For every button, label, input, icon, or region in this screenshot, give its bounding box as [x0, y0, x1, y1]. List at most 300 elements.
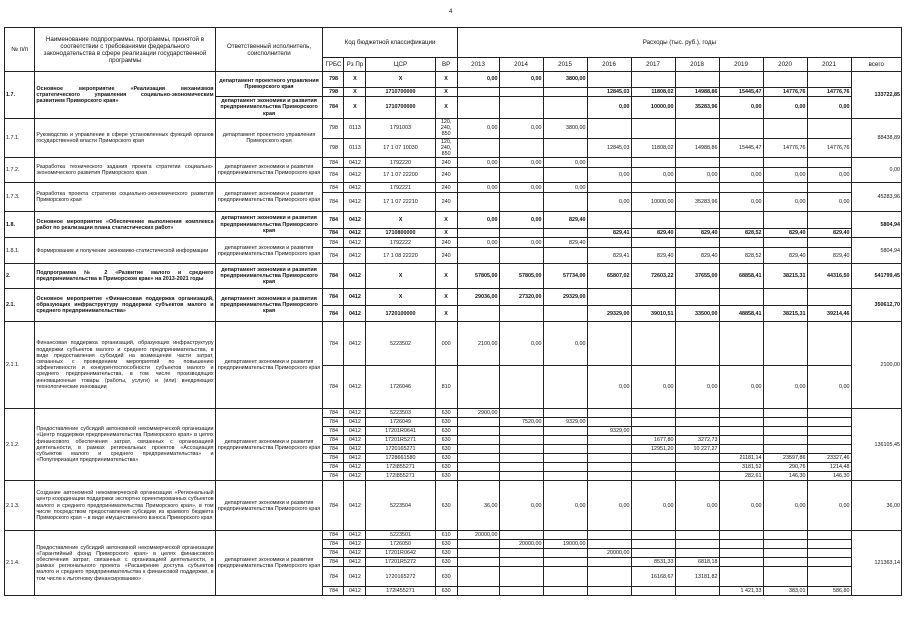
cell-rzpr: 0113 — [344, 119, 366, 139]
cell-year-2015 — [543, 248, 587, 264]
cell-vr: 630 — [435, 481, 457, 531]
cell-year-2013 — [457, 454, 499, 463]
cell-year-2019: 3181,52 — [719, 463, 763, 472]
row-executor: департамент экономики и развития предпринимательства Приморского края — [215, 322, 323, 409]
cell-year-2017: 0,00 — [631, 366, 675, 409]
cell-grbs: 784 — [323, 322, 344, 366]
cell-year-2014: 0,00 — [499, 481, 543, 531]
cell-year-2016 — [587, 72, 631, 88]
cell-year-2014: 27320,00 — [499, 289, 543, 306]
header-year: 2013 — [457, 58, 499, 72]
cell-csr: 172I455271 — [366, 587, 435, 596]
cell-csr: 172I855271 — [366, 463, 435, 472]
cell-vr: 240 — [435, 248, 457, 264]
cell-year-2021 — [807, 445, 851, 454]
cell-year-2020: 383,01 — [763, 587, 807, 596]
cell-year-2018 — [675, 454, 719, 463]
cell-rzpr: 0412 — [344, 436, 366, 445]
cell-year-2016 — [587, 418, 631, 427]
cell-year-2019: 0,00 — [719, 97, 763, 119]
cell-year-2014 — [499, 587, 543, 596]
cell-year-2021: 0,00 — [807, 193, 851, 212]
cell-vr: 240 — [435, 168, 457, 183]
cell-year-2019 — [719, 427, 763, 436]
cell-year-2018 — [675, 158, 719, 168]
cell-year-2014 — [499, 366, 543, 409]
cell-csr: 1710800000 — [366, 229, 435, 238]
row-name: Основное мероприятие «Финансовая поддержка организаций, образующих инфраструктуру поддержки субъектов малого и среднего предпринимательства» — [35, 289, 215, 322]
cell-year-2019: 68858,41 — [719, 264, 763, 289]
cell-year-2015 — [543, 168, 587, 183]
cell-csr: 1720100000 — [366, 306, 435, 322]
cell-grbs: 784 — [323, 158, 344, 168]
table-row — [5, 322, 902, 366]
cell-year-2017 — [631, 454, 675, 463]
row-number: 1.8. — [5, 212, 35, 238]
cell-grbs: 784 — [323, 427, 344, 436]
row-number: 1.7.2. — [5, 158, 35, 183]
cell-year-2021 — [807, 212, 851, 229]
cell-year-2021: 0,00 — [807, 168, 851, 183]
cell-year-2019: 15445,47 — [719, 138, 763, 158]
cell-year-2020 — [763, 445, 807, 454]
cell-rzpr: 0412 — [344, 445, 366, 454]
cell-year-2017: 72603,22 — [631, 264, 675, 289]
cell-csr: 1792222 — [366, 238, 435, 248]
cell-year-2021 — [807, 409, 851, 418]
cell-year-2017 — [631, 289, 675, 306]
cell-year-2018 — [675, 72, 719, 88]
cell-year-2015 — [543, 193, 587, 212]
cell-year-2014: 0,00 — [499, 322, 543, 366]
cell-year-2016 — [587, 289, 631, 306]
cell-year-2017 — [631, 322, 675, 366]
cell-year-2020 — [763, 531, 807, 540]
cell-year-2014 — [499, 463, 543, 472]
cell-rzpr: 0412 — [344, 549, 366, 558]
cell-vr: X — [435, 88, 457, 97]
cell-year-2020: 146,30 — [763, 472, 807, 481]
cell-year-2015 — [543, 436, 587, 445]
cell-vr: 630 — [435, 549, 457, 558]
cell-year-2021: 44316,50 — [807, 264, 851, 289]
cell-grbs: 784 — [323, 238, 344, 248]
cell-year-2019 — [719, 531, 763, 540]
cell-year-2019 — [719, 409, 763, 418]
cell-grbs: 784 — [323, 306, 344, 322]
cell-year-2017 — [631, 212, 675, 229]
cell-year-2018: 829,40 — [675, 229, 719, 238]
cell-year-2021 — [807, 238, 851, 248]
cell-year-2015 — [543, 567, 587, 587]
cell-year-2014: 0,00 — [499, 119, 543, 139]
cell-year-2013 — [457, 229, 499, 238]
cell-grbs: 784 — [323, 558, 344, 567]
cell-year-2021: 14776,76 — [807, 138, 851, 158]
cell-year-2014 — [499, 454, 543, 463]
cell-vr: X — [435, 97, 457, 119]
row-number: 2.1.4. — [5, 531, 35, 596]
row-executor: департамент экономики и развития предпринимательства Приморского края — [215, 409, 323, 481]
cell-year-2018: 37655,00 — [675, 264, 719, 289]
cell-vr: 240 — [435, 158, 457, 168]
cell-year-2015: 829,40 — [543, 212, 587, 229]
cell-year-2013 — [457, 418, 499, 427]
cell-rzpr: 0412 — [344, 229, 366, 238]
row-name: Разработка проекта стратегии социально-экономического развития Приморского края — [35, 183, 215, 212]
cell-year-2013: 57805,00 — [457, 264, 499, 289]
cell-year-2013 — [457, 549, 499, 558]
row-name: Предоставление субсидий автономной некоммерческой организации «Гарантийный фонд Приморского края» в целях финансового обеспечения затрат, связанных с организацией деятельности, в рамках регионального проекта «Расширение доступа субъектов малого и среднего предпринимательства к финансовой поддержке, в том числе к льготному финансированию» — [35, 531, 215, 596]
cell-vr: 630 — [435, 567, 457, 587]
cell-year-2018 — [675, 409, 719, 418]
cell-csr: 5223501 — [366, 531, 435, 540]
cell-year-2013: 36,00 — [457, 481, 499, 531]
cell-year-2018 — [675, 238, 719, 248]
cell-year-2018 — [675, 472, 719, 481]
cell-year-2017 — [631, 238, 675, 248]
cell-grbs: 784 — [323, 97, 344, 119]
cell-vr: 810 — [435, 366, 457, 409]
cell-year-2016: 65807,02 — [587, 264, 631, 289]
cell-year-2020 — [763, 540, 807, 549]
cell-csr: 17 1 07 22200 — [366, 168, 435, 183]
cell-year-2017 — [631, 72, 675, 88]
header-year: 2017 — [631, 58, 675, 72]
row-name: Формирование и получение экономико-статистической информации — [35, 238, 215, 264]
row-number: 2.1. — [5, 289, 35, 322]
cell-rzpr: X — [344, 72, 366, 88]
cell-year-2013 — [457, 306, 499, 322]
cell-year-2015: 0,00 — [543, 322, 587, 366]
cell-year-2019 — [719, 238, 763, 248]
cell-year-2016 — [587, 540, 631, 549]
cell-year-2016 — [587, 463, 631, 472]
cell-year-2019 — [719, 558, 763, 567]
cell-year-2014 — [499, 409, 543, 418]
cell-csr: 5223504 — [366, 481, 435, 531]
cell-year-2015 — [543, 445, 587, 454]
cell-rzpr: 0412 — [344, 454, 366, 463]
cell-year-2017: 829,40 — [631, 248, 675, 264]
cell-year-2020 — [763, 436, 807, 445]
header-year: 2016 — [587, 58, 631, 72]
cell-vr: 630 — [435, 427, 457, 436]
cell-year-2021 — [807, 418, 851, 427]
cell-rzpr: 0412 — [344, 306, 366, 322]
cell-year-2013 — [457, 88, 499, 97]
cell-rzpr: 0412 — [344, 587, 366, 596]
cell-year-2016: 0,00 — [587, 366, 631, 409]
cell-year-2016 — [587, 531, 631, 540]
cell-csr: 1710700000 — [366, 88, 435, 97]
cell-year-2016 — [587, 587, 631, 596]
cell-year-2019 — [719, 445, 763, 454]
cell-year-2020: 38215,31 — [763, 306, 807, 322]
cell-rzpr: 0412 — [344, 567, 366, 587]
row-name: Основное мероприятие «Обеспечение выполнения комплекса работ по реализации плана статистических работ» — [35, 212, 215, 238]
cell-grbs: 784 — [323, 540, 344, 549]
cell-csr: 1710700000 — [366, 97, 435, 119]
cell-year-2018 — [675, 322, 719, 366]
cell-year-2017 — [631, 531, 675, 540]
cell-year-2013 — [457, 445, 499, 454]
cell-vr: 610 — [435, 531, 457, 540]
row-name: Создание автономной некоммерческой организации «Региональный центр координации поддержки экспортно ориентированных субъектов малого и среднего предпринимательства Приморского края», в том числе посредством предоставления субсидии из краевого бюджета Приморского края – в виде имущественного взноса Приморского края — [35, 481, 215, 531]
cell-year-2016: 12845,03 — [587, 138, 631, 158]
cell-year-2014 — [499, 558, 543, 567]
cell-year-2017 — [631, 409, 675, 418]
row-executor: департамент экономики и развития предпринимательства Приморского края — [215, 481, 323, 531]
cell-vr: 630 — [435, 445, 457, 454]
row-executor: департамент экономики и развития предпринимательства Приморского края — [215, 183, 323, 212]
header-total: всего — [851, 58, 901, 72]
cell-year-2019: 0,00 — [719, 168, 763, 183]
cell-csr: 1726046 — [366, 366, 435, 409]
cell-year-2015 — [543, 454, 587, 463]
cell-year-2019 — [719, 183, 763, 193]
header-executor: Ответственный исполнитель, соисполнители — [215, 28, 323, 72]
cell-year-2014 — [499, 193, 543, 212]
cell-year-2020 — [763, 322, 807, 366]
cell-rzpr: 0412 — [344, 558, 366, 567]
cell-year-2013 — [457, 472, 499, 481]
cell-year-2016: 0,00 — [587, 168, 631, 183]
cell-year-2015: 0,00 — [543, 183, 587, 193]
cell-year-2013: 2100,00 — [457, 322, 499, 366]
cell-year-2014 — [499, 549, 543, 558]
cell-year-2015: 29329,00 — [543, 289, 587, 306]
cell-csr: 1728661580 — [366, 454, 435, 463]
cell-csr: 17201R0641 — [366, 427, 435, 436]
cell-year-2018: 14988,86 — [675, 138, 719, 158]
cell-year-2021 — [807, 158, 851, 168]
cell-year-2013: 0,00 — [457, 72, 499, 88]
cell-rzpr: 0412 — [344, 158, 366, 168]
cell-year-2020 — [763, 427, 807, 436]
cell-year-2017 — [631, 119, 675, 139]
cell-rzpr: 0412 — [344, 168, 366, 183]
cell-year-2021: 14776,76 — [807, 88, 851, 97]
cell-year-2013 — [457, 427, 499, 436]
cell-year-2017: 10000,00 — [631, 193, 675, 212]
cell-year-2014 — [499, 229, 543, 238]
cell-year-2013: 20000,00 — [457, 531, 499, 540]
cell-rzpr: 0412 — [344, 463, 366, 472]
cell-year-2018 — [675, 119, 719, 139]
cell-year-2013 — [457, 248, 499, 264]
cell-vr: X — [435, 264, 457, 289]
cell-year-2016: 0,00 — [587, 193, 631, 212]
cell-year-2017 — [631, 158, 675, 168]
cell-grbs: 784 — [323, 409, 344, 418]
cell-year-2014 — [499, 531, 543, 540]
cell-year-2017: 0,00 — [631, 481, 675, 531]
cell-rzpr: 0412 — [344, 540, 366, 549]
table-row — [5, 183, 902, 193]
cell-year-2019 — [719, 418, 763, 427]
row-name: Основное мероприятие «Реализация механизмов стратегического управления социально-экономическим развитием Приморского края» — [35, 72, 215, 119]
cell-rzpr: 0412 — [344, 366, 366, 409]
cell-total: 541799,45 — [851, 264, 901, 289]
cell-csr: 1726049 — [366, 418, 435, 427]
cell-grbs: 784 — [323, 264, 344, 289]
cell-grbs: 784 — [323, 436, 344, 445]
cell-year-2013 — [457, 138, 499, 158]
cell-year-2019 — [719, 436, 763, 445]
cell-year-2019 — [719, 540, 763, 549]
cell-year-2013: 0,00 — [457, 238, 499, 248]
row-name: Разработка технического задания проекта стратегии социально-экономического развития Приморского края — [35, 158, 215, 183]
table-row — [5, 531, 902, 540]
cell-csr: 5223502 — [366, 322, 435, 366]
header-csr: ЦСР — [366, 58, 435, 72]
cell-year-2014: 0,00 — [499, 212, 543, 229]
cell-csr: 17 1 07 10030 — [366, 138, 435, 158]
header-vr: ВР — [435, 58, 457, 72]
cell-vr: 630 — [435, 409, 457, 418]
cell-grbs: 784 — [323, 481, 344, 531]
cell-year-2018: 829,40 — [675, 248, 719, 264]
cell-year-2013 — [457, 97, 499, 119]
cell-year-2015 — [543, 409, 587, 418]
cell-year-2014 — [499, 445, 543, 454]
cell-year-2018: 0,00 — [675, 366, 719, 409]
cell-year-2021 — [807, 72, 851, 88]
table-row — [5, 212, 902, 229]
cell-year-2021 — [807, 119, 851, 139]
cell-year-2020 — [763, 119, 807, 139]
header-grbs: ГРБС — [323, 58, 344, 72]
header-num: № п/п — [5, 28, 35, 72]
cell-year-2014: 7520,00 — [499, 418, 543, 427]
cell-year-2020: 0,00 — [763, 168, 807, 183]
cell-year-2014 — [499, 138, 543, 158]
cell-csr: X — [366, 289, 435, 306]
budget-table — [4, 27, 902, 596]
cell-year-2020 — [763, 238, 807, 248]
cell-year-2013 — [457, 436, 499, 445]
cell-year-2015: 19000,00 — [543, 540, 587, 549]
cell-year-2018 — [675, 549, 719, 558]
cell-total: 121363,14 — [851, 531, 901, 596]
cell-grbs: 784 — [323, 289, 344, 306]
cell-year-2021: 829,40 — [807, 229, 851, 238]
cell-year-2019 — [719, 158, 763, 168]
cell-csr: 17 1 08 22220 — [366, 248, 435, 264]
cell-total: 36,00 — [851, 481, 901, 531]
cell-year-2020: 0,00 — [763, 481, 807, 531]
cell-grbs: 798 — [323, 119, 344, 139]
cell-year-2020 — [763, 72, 807, 88]
cell-grbs: 784 — [323, 248, 344, 264]
cell-year-2016: 829,41 — [587, 229, 631, 238]
cell-grbs: 784 — [323, 549, 344, 558]
cell-total: 350612,70 — [851, 289, 901, 322]
cell-year-2014: 57805,00 — [499, 264, 543, 289]
cell-year-2017 — [631, 418, 675, 427]
header-year: 2014 — [499, 58, 543, 72]
cell-year-2020 — [763, 158, 807, 168]
row-number: 1.7.3. — [5, 183, 35, 212]
cell-rzpr: 0412 — [344, 472, 366, 481]
cell-year-2020 — [763, 558, 807, 567]
table-row — [5, 238, 902, 248]
cell-grbs: 784 — [323, 366, 344, 409]
cell-csr: 17201R5271 — [366, 436, 435, 445]
cell-total: 136105,45 — [851, 409, 901, 481]
cell-year-2020: 829,40 — [763, 229, 807, 238]
cell-total: 2100,00 — [851, 322, 901, 409]
cell-year-2018: 13181,82 — [675, 567, 719, 587]
cell-year-2015 — [543, 463, 587, 472]
cell-year-2020 — [763, 567, 807, 587]
cell-grbs: 784 — [323, 229, 344, 238]
cell-year-2018: 14988,86 — [675, 88, 719, 97]
cell-year-2018 — [675, 418, 719, 427]
cell-total: 45283,96 — [851, 183, 901, 212]
cell-year-2018: 6818,18 — [675, 558, 719, 567]
cell-year-2015: 0,00 — [543, 481, 587, 531]
cell-year-2014 — [499, 306, 543, 322]
cell-year-2016: 829,41 — [587, 248, 631, 264]
cell-rzpr: X — [344, 88, 366, 97]
cell-year-2013: 0,00 — [457, 158, 499, 168]
cell-total: 0,00 — [851, 158, 901, 183]
cell-rzpr: 0412 — [344, 183, 366, 193]
cell-year-2021: 586,80 — [807, 587, 851, 596]
cell-year-2014: 0,00 — [499, 72, 543, 88]
cell-year-2017 — [631, 549, 675, 558]
cell-vr: 630 — [435, 418, 457, 427]
cell-vr: 000 — [435, 322, 457, 366]
cell-year-2013: 0,00 — [457, 183, 499, 193]
cell-rzpr: 0412 — [344, 264, 366, 289]
cell-year-2017 — [631, 472, 675, 481]
cell-grbs: 798 — [323, 88, 344, 97]
cell-csr: 1720165272 — [366, 567, 435, 587]
cell-grbs: 798 — [323, 138, 344, 158]
cell-year-2019: 0,00 — [719, 366, 763, 409]
row-number: 2.1.1. — [5, 322, 35, 409]
cell-year-2018 — [675, 212, 719, 229]
cell-year-2015: 829,40 — [543, 238, 587, 248]
cell-year-2014 — [499, 567, 543, 587]
cell-year-2016 — [587, 119, 631, 139]
cell-year-2017: 12951,20 — [631, 445, 675, 454]
cell-year-2016 — [587, 409, 631, 418]
budget-table-body — [5, 72, 902, 596]
cell-vr: 120, 240, 850 — [435, 138, 457, 158]
cell-csr: 1792220 — [366, 158, 435, 168]
cell-year-2020: 0,00 — [763, 97, 807, 119]
cell-year-2019 — [719, 72, 763, 88]
cell-year-2016 — [587, 238, 631, 248]
cell-year-2016: 20000,00 — [587, 549, 631, 558]
cell-year-2013: 0,00 — [457, 212, 499, 229]
cell-year-2015: 57734,00 — [543, 264, 587, 289]
row-name: Предоставление субсидий автономной некоммерческой организации «Центр поддержки предпринимательства Приморского края» в целях финансового обеспечения затрат, связанных с организацией деятельности, в рамках региональных проектов «Ассоциация субъектов малого и среднего предпринимательства» и «Популяризация предпринимательства» — [35, 409, 215, 481]
cell-rzpr: 0412 — [344, 409, 366, 418]
cell-year-2021: 23327,46 — [807, 454, 851, 463]
cell-vr: X — [435, 212, 457, 229]
cell-grbs: 784 — [323, 472, 344, 481]
cell-year-2015 — [543, 531, 587, 540]
cell-year-2018 — [675, 531, 719, 540]
cell-year-2020: 14776,76 — [763, 88, 807, 97]
cell-grbs: 784 — [323, 183, 344, 193]
cell-year-2013 — [457, 168, 499, 183]
